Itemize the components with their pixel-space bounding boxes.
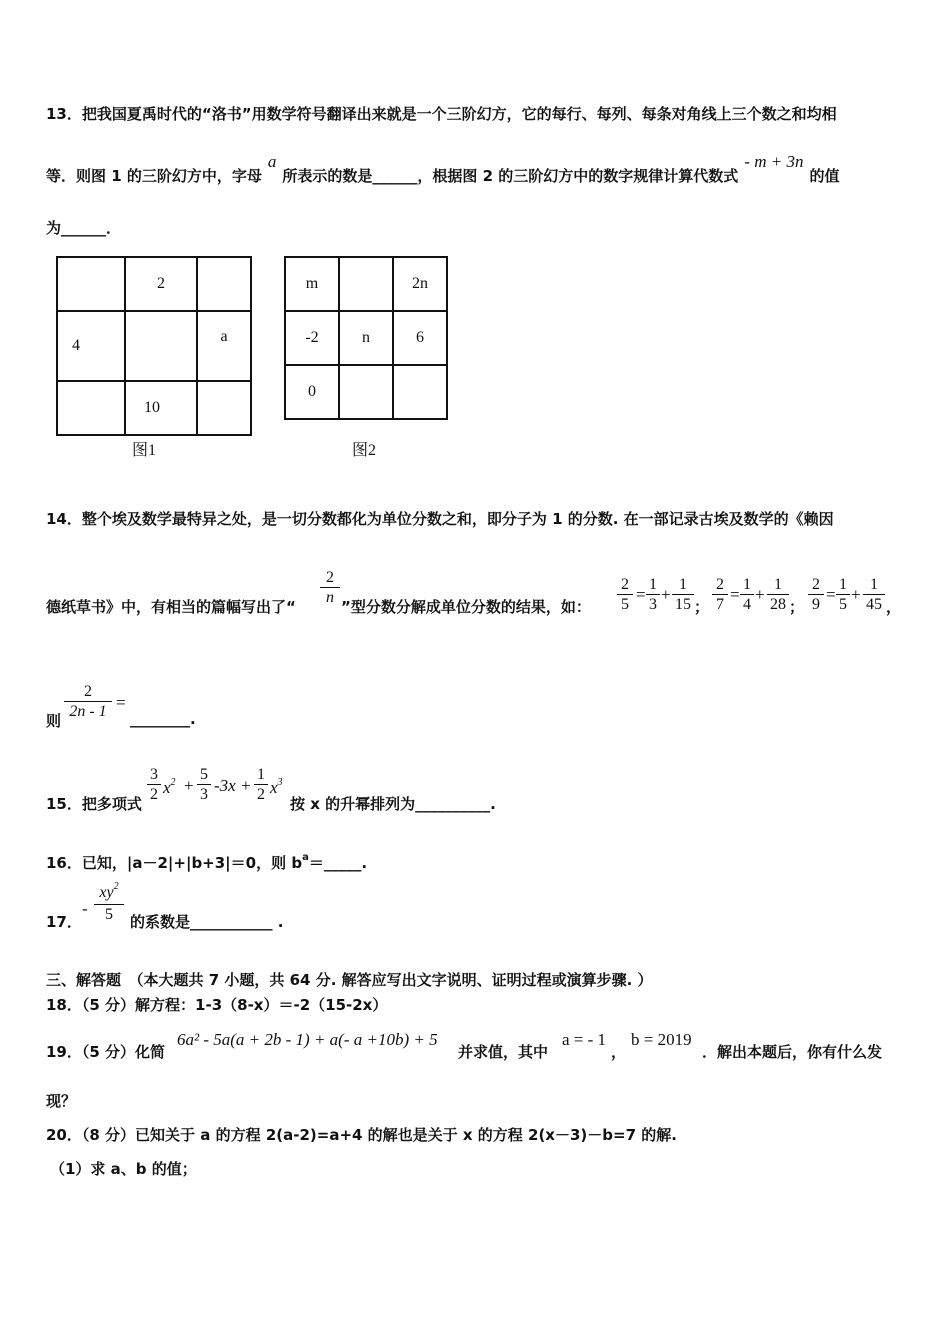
- ex3-frac-b: $\frac{1}{5}$: [836, 575, 850, 614]
- q15-frac-1: $\frac{3}{2}$: [147, 765, 161, 804]
- q18: 18．（5 分）解方程：1-3（8-x）＝-2（15-2x）: [46, 996, 388, 1014]
- q13-line1: 13．把我国夏禹时代的“洛书”用数学符号翻译出来就是一个三阶幻方，它的每行、每列、每条对角线上三个数之和均相: [46, 105, 837, 123]
- section3-heading: 三、解答题 （本大题共 7 小题，共 64 分. 解答应写出文字说明、证明过程或演算步骤. ）: [46, 971, 653, 989]
- fig2-cell: 0: [285, 365, 339, 419]
- q15-frac-3: $\frac{1}{2}$: [254, 765, 268, 804]
- q19-line2: 现？: [46, 1092, 77, 1110]
- fig1-cell: 10: [125, 381, 197, 435]
- q14-line2-a: 德纸草书》中，有相当的篇幅写出了“: [46, 598, 296, 616]
- fig1-cell: 4: [57, 311, 125, 381]
- fraction-2-over-n: $\frac{2}{n}$: [320, 568, 340, 607]
- q19-prefix: 19．（5 分）化简: [46, 1043, 166, 1061]
- ex1-frac-c: $\frac{1}{15}$: [672, 575, 694, 614]
- fig1-cell: [197, 257, 251, 311]
- ex2-frac-a: $\frac{2}{7}$: [712, 575, 728, 614]
- q15-suffix: 按 x 的升幂排列为__________.: [290, 795, 496, 813]
- q14-then: 则: [46, 712, 62, 730]
- expr-m-3n: - m + 3n: [744, 152, 804, 171]
- fig1-cell: [197, 381, 251, 435]
- fig2-cell: 6: [393, 311, 447, 365]
- magic-square-fig1: [56, 256, 252, 436]
- fig1-cell: [57, 381, 125, 435]
- ex1-frac-b: $\frac{1}{3}$: [646, 575, 660, 614]
- q14-answer-blank: ________.: [130, 710, 196, 728]
- fig2-cell: [339, 365, 393, 419]
- fig2-caption: 图2: [352, 442, 377, 459]
- fig2-cell: [393, 365, 447, 419]
- q20-line1: 20．（8 分）已知关于 a 的方程 2(a-2)=a+4 的解也是关于 x 的方程 2(x－3)－b=7 的解.: [46, 1126, 677, 1144]
- var-a: a: [267, 152, 277, 171]
- q17-frac: $\frac{xy^2}{5}$: [94, 883, 124, 924]
- fig2-cell: 2n: [393, 257, 447, 311]
- q14-line1: 14．整个埃及数学最特异之处，是一切分数都化为单位分数之和，即分子为 1 的分数. 在一部记录古埃及数学的《赖因: [46, 510, 834, 528]
- q15-prefix: 15．把多项式: [46, 795, 142, 813]
- magic-square-fig2: [284, 256, 448, 420]
- fraction-2-over-2n-1: $\frac{2}{2n - 1}$: [64, 682, 112, 721]
- fig2-cell: m: [285, 257, 339, 311]
- q17-suffix: 的系数是___________ .: [130, 913, 284, 931]
- q13-line2: 等．则图 1 的三阶幻方中，字母a所表示的数是______，根据图 2 的三阶幻方中的数字规律计算代数式- m + 3n的值: [46, 152, 840, 185]
- q15-frac-2: $\frac{5}{3}$: [197, 765, 211, 804]
- fig1-cell: a: [197, 311, 251, 381]
- q20-part1: （1）求 a、b 的值；: [50, 1160, 197, 1178]
- fig1-caption: 图1: [132, 442, 157, 459]
- ex3-frac-a: $\frac{2}{9}$: [808, 575, 824, 614]
- fig2-cell: n: [339, 311, 393, 365]
- fig2-cell: [339, 257, 393, 311]
- fig2-cell: -2: [285, 311, 339, 365]
- q19-expression: 6a² - 5a(a + 2b - 1) + a(- a +10b) + 5: [177, 1030, 438, 1049]
- q16: 16．已知，|a－2|+|b+3|＝0，则 $b^a=\_\_\_\_\_$.: [46, 852, 368, 872]
- ex3-frac-c: $\frac{1}{45}$: [863, 575, 885, 614]
- q14-line2-b: ”型分数分解成单位分数的结果，如：: [341, 598, 591, 616]
- fig1-cell: [125, 311, 197, 381]
- fig1-cell: 2: [125, 257, 197, 311]
- ex1-frac-a: $\frac{2}{5}$: [617, 575, 633, 614]
- q13-line3: 为______．: [46, 219, 122, 237]
- q17-prefix: 17．: [46, 913, 82, 931]
- ex2-frac-c: $\frac{1}{28}$: [767, 575, 789, 614]
- ex2-frac-b: $\frac{1}{4}$: [740, 575, 754, 614]
- fig1-cell: [57, 257, 125, 311]
